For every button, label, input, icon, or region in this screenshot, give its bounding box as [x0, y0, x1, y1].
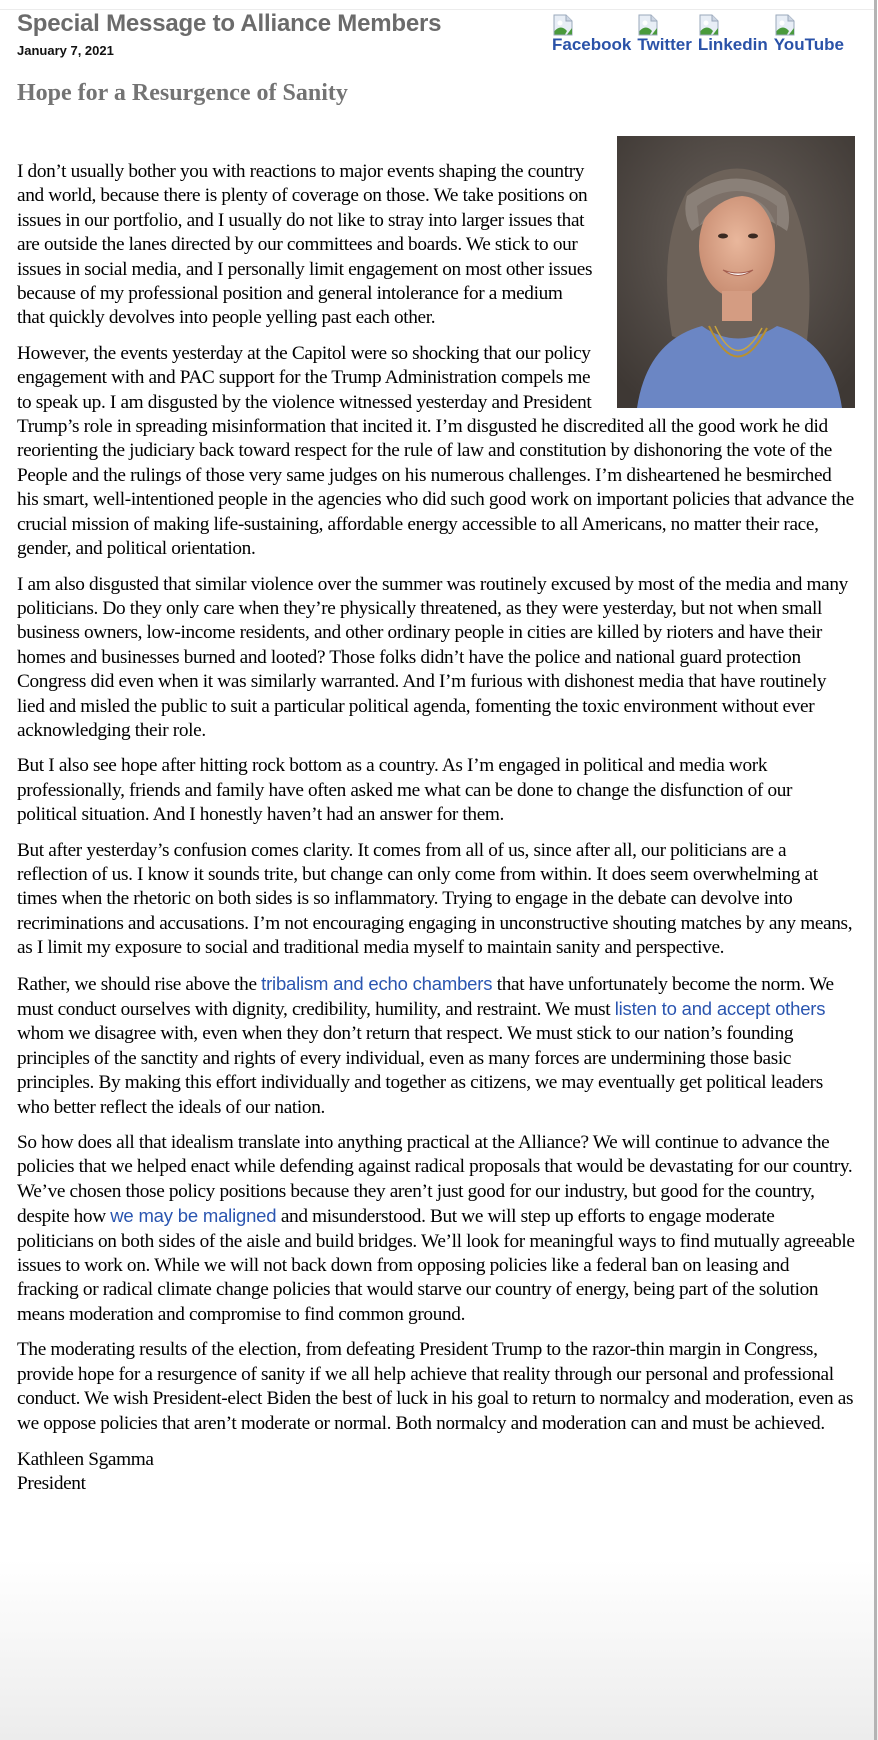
twitter-link[interactable] [637, 14, 691, 54]
paragraph-6 [17, 972, 855, 1120]
facebook-label: Facebook [552, 35, 632, 54]
paragraph-3: I am also disgusted that similar violence over the summer was routinely excused by most of the media and many politicians. Do they only care when they’re physically threatened, as they were yesterday, but not when small business owners, low-income residents, and other ordinary people in cities are killed by rioters and have their homes and businesses burned and looted? Those folks didn’t have the police and national guard protection Congress did even when it was similarly warranted. And I’m furious with dishonest media that have routinely lied and misled the public to suit a particular political agenda, fomenting the toxic environment without ever acknowledging their role. [17, 573, 848, 741]
window-edge-scrollbar[interactable] [874, 0, 877, 1740]
signature [17, 1448, 855, 1497]
broken-image-icon [774, 14, 796, 36]
youtube-label: YouTube [773, 35, 844, 54]
linkedin-label: Linkedin [697, 35, 768, 54]
paragraph-6-text-c: whom we disagree with, even when they don’t return that respect. We must stick to our nation’s founding principles of the sanctity and rights of every individual, even as many forces are undermining those basic principles. By making this effort individually and together as citizens, we may eventually get political leaders who better reflect the ideals of our nation. [17, 1023, 823, 1118]
broken-image-icon [552, 14, 574, 36]
maligned-link[interactable]: we may be maligned [110, 1205, 277, 1227]
broken-image-icon [698, 14, 720, 36]
photo-float-spacer [593, 160, 855, 410]
paragraph-4: But I also see hope after hitting rock bottom as a country. As I’m engaged in political and media work professionally, friends and family have often asked me what can be done to change the disfunction of our political situation. And I honestly haven’t had an answer for them. [17, 755, 793, 826]
message-date: January 7, 2021 [17, 43, 114, 58]
paragraph-8: The moderating results of the election, from defeating President Trump to the razor-thin margin in Congress, provide hope for a resurgence of sanity if we all help achieve that reality through our personal and professional conduct. We wish President-elect Biden the best of luck in his goal to return to normalcy and moderation, even as we oppose policies that aren’t moderate or normal. Both normalcy and moderation can and must be achieved. [17, 1339, 854, 1434]
paragraph-7-text-a: So how does all that idealism translate into anything practical at the Alliance? We will continue to advance the policies that we helped enact while defending against radical proposals that would be devastating for our country. We’ve chosen those policy positions because they aren’t just good for our industry, but good for the country, despite how [17, 1132, 853, 1228]
paragraph-2: However, the events yesterday at the Capitol were so shocking that our policy engagement with and PAC support for the Trump Administration compels me to speak up. I am disgusted by the violence witnessed yesterday and President Trump’s role in spreading misinformation that incited it. I’m disgusted he discredited all the good work he did reorienting the judiciary back toward respect for the rule of law and constitution by dishonoring the vote of the People and the rulings of those very same judges on his numerous challenges. I’m disheartened he besmirched his smart, well-intentioned people in the agencies who did such good work on important policies that advance the crucial mission of making life-sustaining, affordable energy accessible to all Americans, no matter their race, gender, and political orientation. [17, 342, 854, 560]
email-page [17, 0, 855, 1495]
signature-name: Kathleen Sgamma [17, 1448, 154, 1470]
broken-image-icon [637, 14, 659, 36]
linkedin-link[interactable] [698, 14, 768, 54]
twitter-label: Twitter [637, 35, 692, 54]
tribalism-link[interactable]: tribalism and echo chambers [261, 972, 493, 994]
paragraph-7 [17, 1131, 855, 1327]
page-title: Special Message to Alliance Members [17, 10, 442, 37]
social-links [552, 14, 844, 54]
article-headline: Hope for a Resurgence of Sanity [17, 80, 348, 106]
facebook-link[interactable] [552, 14, 631, 54]
paragraph-7-text-b: and misunderstood. But we will step up efforts to engage moderate politicians on both sides of the aisle and build bridges. We’ll look for meaningful ways to find mutually agreeable issues to work on. While we will not back down from opposing policies like a federal ban on leasing and fracking or radical climate change policies that would starve our country of energy, being part of the solution means moderation and compromise to find common ground. [17, 1206, 855, 1325]
header [17, 0, 855, 70]
paragraph-5: But after yesterday’s confusion comes clarity. It comes from all of us, since after all, our politicians are a reflection of us. I know it sounds trite, but change can only come from within. It does seem overwhelming at times when the rhetoric on both sides is so inflammatory. Trying to engage in the debate can devolve into recriminations and accusations. I’m not encouraging engaging in unconstructive shouting matches by any means, as I limit my exposure to social and traditional media myself to maintain sanity and perspective. [17, 839, 853, 959]
paragraph-6-text-a: Rather, we should rise above the [17, 973, 262, 995]
paragraph-6-text-b: that have unfortunately become the norm. We must conduct ourselves with dignity, credibility, humility, and restraint. We must [17, 973, 834, 1020]
listen-accept-link[interactable]: listen to and accept others [614, 998, 826, 1019]
article-body [17, 160, 855, 1497]
signature-title: President [17, 1473, 86, 1495]
paragraph-1: I don’t usually bother you with reactions to major events shaping the country and world, because there is plenty of coverage on those. We take positions on issues in our portfolio, and I usually do not like to stray into larger issues that are outside the lanes directed by our committees and boards. We stick to our issues in social media, and I personally limit engagement on most other issues because of my professional position and general intolerance for a medium that quickly devolves into people yelling past each other. [17, 161, 593, 329]
youtube-link[interactable] [774, 14, 844, 54]
